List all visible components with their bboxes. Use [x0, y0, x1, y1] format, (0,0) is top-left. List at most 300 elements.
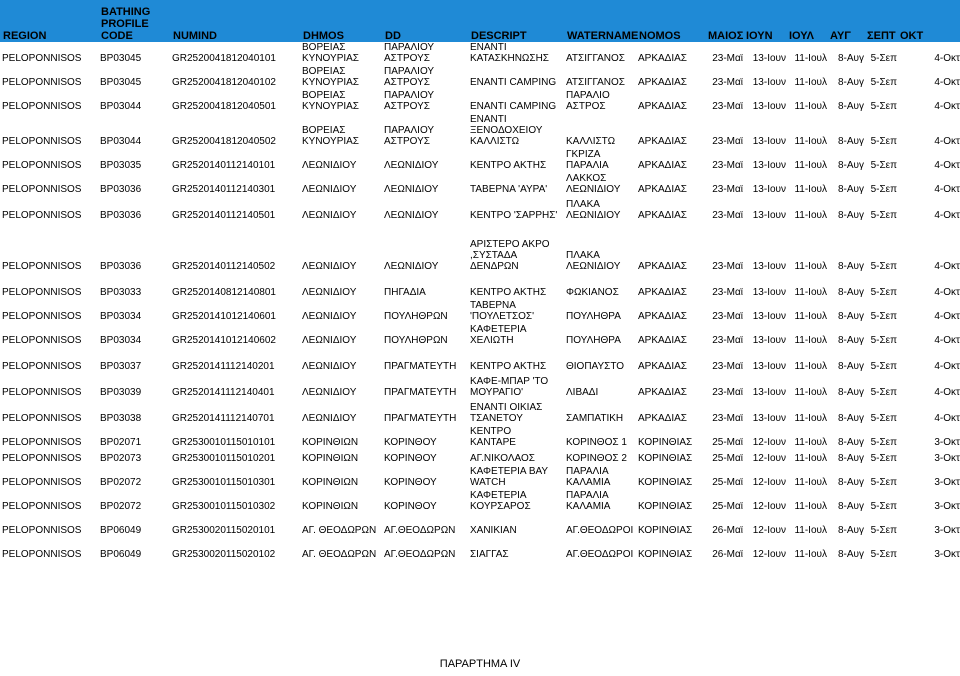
cell-jun: 13-Ιουν	[752, 136, 786, 147]
cell-descript: ΤΑΒΕΡΝΑ 'ΑΥΡΑ'	[470, 184, 548, 195]
cell-profile-code: BP03033	[100, 287, 142, 298]
cell-profile-code: BP03034	[100, 335, 142, 346]
cell-may: 23-Μαϊ	[712, 361, 743, 372]
cell-aug: 8-Αυγ	[837, 335, 864, 346]
cell-descript: ΑΓ.ΝΙΚΟΛΑΟΣ	[470, 453, 535, 464]
cell-dd: ΛΕΩΝΙΔΙΟΥ	[384, 160, 439, 171]
cell-descript: ΕΝΑΝΤΙ CAMPING	[470, 77, 557, 88]
cell-aug: 8-Αυγ	[837, 77, 864, 88]
cell-may: 26-Μαϊ	[712, 549, 743, 560]
cell-sep: 5-Σεπ	[870, 361, 897, 372]
cell-numind: GR2520041812040502	[172, 136, 276, 147]
cell-profile-code: BP03034	[100, 311, 142, 322]
cell-dhmos: ΒΟΡΕΙΑΣ ΚΥΝΟΥΡΙΑΣ	[302, 42, 359, 64]
col-header-watername: WATERNAME	[564, 0, 636, 42]
cell-nomos: ΑΡΚΑΔΙΑΣ	[638, 413, 687, 424]
cell-numind: GR2520041812040501	[172, 101, 276, 112]
page-footer: ΠΑΡΑΡΤΗΜΑ IV	[439, 658, 521, 670]
cell-dhmos: ΛΕΩΝΙΔΙΟΥ	[302, 184, 357, 195]
table-row	[0, 514, 960, 538]
cell-sep: 5-Σεπ	[870, 160, 897, 171]
cell-profile-code: BP03038	[100, 413, 142, 424]
cell-region: PELOPONNISOS	[2, 413, 82, 424]
cell-dhmos: ΚΟΡΙΝΘΙΩΝ	[302, 501, 359, 512]
cell-aug: 8-Αυγ	[837, 387, 864, 398]
cell-numind: GR2520041812040101	[172, 53, 276, 64]
cell-aug: 8-Αυγ	[837, 261, 864, 272]
cell-watername: ΚΟΡΙΝΘΟΣ 1	[566, 437, 627, 448]
cell-aug: 8-Αυγ	[837, 361, 864, 372]
cell-nomos: ΚΟΡΙΝΘΙΑΣ	[638, 525, 693, 536]
cell-aug: 8-Αυγ	[837, 453, 864, 464]
cell-sep: 5-Σεπ	[870, 501, 897, 512]
cell-nomos: ΑΡΚΑΔΙΑΣ	[638, 136, 687, 147]
cell-dd: ΛΕΩΝΙΔΙΟΥ	[384, 210, 439, 221]
cell-may: 25-Μαϊ	[712, 477, 743, 488]
col-header-oct: ΟΚΤ	[897, 0, 960, 42]
cell-oct: 3-Οκτ	[934, 453, 960, 464]
cell-sep: 5-Σεπ	[870, 287, 897, 298]
cell-jun: 12-Ιουν	[752, 525, 786, 536]
cell-sep: 5-Σεπ	[870, 210, 897, 221]
cell-numind: GR2530010115010302	[172, 501, 276, 512]
cell-jun: 13-Ιουν	[752, 261, 786, 272]
cell-oct: 3-Οκτ	[934, 549, 960, 560]
cell-region: PELOPONNISOS	[2, 101, 82, 112]
cell-jun: 13-Ιουν	[752, 101, 786, 112]
cell-dhmos: ΛΕΩΝΙΔΙΟΥ	[302, 361, 357, 372]
cell-jul: 11-Ιουλ	[794, 501, 827, 512]
cell-aug: 8-Αυγ	[837, 136, 864, 147]
cell-numind: GR2530020115020101	[172, 525, 276, 536]
cell-aug: 8-Αυγ	[837, 101, 864, 112]
cell-region: PELOPONNISOS	[2, 361, 82, 372]
cell-numind: GR2530010115010201	[172, 453, 276, 464]
cell-sep: 5-Σεπ	[870, 136, 897, 147]
cell-oct: 4-Οκτ	[934, 53, 960, 64]
cell-nomos: ΑΡΚΑΔΙΑΣ	[638, 77, 687, 88]
table-row	[0, 538, 960, 562]
cell-aug: 8-Αυγ	[837, 184, 864, 195]
cell-dd: ΚΟΡΙΝΘΟΥ	[384, 437, 437, 448]
cell-jul: 11-Ιουλ	[794, 477, 827, 488]
col-header-nomos: NOMOS	[636, 0, 705, 42]
cell-profile-code: BP03036	[100, 261, 142, 272]
cell-dhmos: ΑΓ. ΘΕΟΔΩΡΩΝ	[302, 525, 377, 536]
cell-watername: ΠΟΥΛΗΘΡΑ	[566, 335, 621, 346]
cell-dhmos: ΒΟΡΕΙΑΣ ΚΥΝΟΥΡΙΑΣ	[302, 125, 359, 147]
cell-nomos: ΚΟΡΙΝΘΙΑΣ	[638, 453, 693, 464]
col-header-profile-code: BATHING PROFILE CODE	[98, 0, 170, 42]
cell-profile-code: BP02072	[100, 501, 142, 512]
cell-jun: 13-Ιουν	[752, 210, 786, 221]
cell-dhmos: ΒΟΡΕΙΑΣ ΚΥΝΟΥΡΙΑΣ	[302, 90, 359, 112]
cell-profile-code: BP03045	[100, 77, 142, 88]
cell-jul: 11-Ιουλ	[794, 437, 827, 448]
cell-nomos: ΑΡΚΑΔΙΑΣ	[638, 184, 687, 195]
cell-profile-code: BP02071	[100, 437, 142, 448]
cell-may: 26-Μαϊ	[712, 525, 743, 536]
cell-numind: GR2530020115020102	[172, 549, 276, 560]
cell-dd: ΛΕΩΝΙΔΙΟΥ	[384, 184, 439, 195]
table-row	[0, 149, 960, 173]
cell-watername: ΑΓ.ΘΕΟΔΩΡΟΙ	[566, 549, 634, 560]
cell-watername: ΠΛΑΚΑ ΛΕΩΝΙΔΙΟΥ	[566, 199, 621, 221]
cell-nomos: ΑΡΚΑΔΙΑΣ	[638, 335, 687, 346]
cell-region: PELOPONNISOS	[2, 501, 82, 512]
cell-nomos: ΑΡΚΑΔΙΑΣ	[638, 261, 687, 272]
cell-region: PELOPONNISOS	[2, 184, 82, 195]
cell-jun: 13-Ιουν	[752, 311, 786, 322]
cell-oct: 3-Οκτ	[934, 525, 960, 536]
cell-dhmos: ΛΕΩΝΙΔΙΟΥ	[302, 413, 357, 424]
cell-region: PELOPONNISOS	[2, 287, 82, 298]
cell-sep: 5-Σεπ	[870, 413, 897, 424]
cell-jul: 11-Ιουλ	[794, 335, 827, 346]
cell-jul: 11-Ιουλ	[794, 311, 827, 322]
cell-nomos: ΚΟΡΙΝΘΙΑΣ	[638, 549, 693, 560]
table-row	[0, 374, 960, 400]
cell-profile-code: BP03036	[100, 210, 142, 221]
cell-descript: ΚΕΝΤΡΟ ΑΚΤΗΣ	[470, 160, 547, 171]
cell-jun: 13-Ιουν	[752, 361, 786, 372]
table-row	[0, 466, 960, 490]
cell-nomos: ΑΡΚΑΔΙΑΣ	[638, 210, 687, 221]
cell-watername: ΚΑΛΛΙΣΤΩ	[566, 136, 616, 147]
cell-nomos: ΑΡΚΑΔΙΑΣ	[638, 361, 687, 372]
cell-watername: ΚΟΡΙΝΘΟΣ 2	[566, 453, 627, 464]
cell-jul: 11-Ιουλ	[794, 361, 827, 372]
cell-watername: ΠΑΡΑΛΙΑ ΚΑΛΑΜΙΑ	[566, 466, 611, 488]
cell-descript: ΕΝΑΝΤΙ ΚΑΤΑΣΚΗΝΩΣΗΣ	[470, 42, 549, 64]
col-header-jul: ΙΟΥΛ	[786, 0, 827, 42]
cell-jul: 11-Ιουλ	[794, 549, 827, 560]
cell-dd: ΠΗΓΑΔΙΑ	[384, 287, 426, 298]
table-row	[0, 223, 960, 274]
cell-oct: 3-Οκτ	[934, 437, 960, 448]
col-header-jun: ΙΟΥΝ	[743, 0, 786, 42]
cell-numind: GR2520141012140602	[172, 335, 276, 346]
cell-dd: ΠΑΡΑΛΙΟΥ ΑΣΤΡΟΥΣ	[384, 125, 435, 147]
cell-aug: 8-Αυγ	[837, 160, 864, 171]
cell-sep: 5-Σεπ	[870, 53, 897, 64]
cell-jun: 13-Ιουν	[752, 287, 786, 298]
cell-sep: 5-Σεπ	[870, 261, 897, 272]
cell-oct: 4-Οκτ	[934, 210, 960, 221]
cell-descript: ΚΕΝΤΡΟ ΑΚΤΗΣ	[470, 361, 547, 372]
cell-jun: 12-Ιουν	[752, 549, 786, 560]
cell-aug: 8-Αυγ	[837, 549, 864, 560]
col-header-sep: ΣΕΠΤ	[864, 0, 897, 42]
cell-oct: 4-Οκτ	[934, 101, 960, 112]
cell-region: PELOPONNISOS	[2, 53, 82, 64]
cell-numind: GR2520140112140301	[172, 184, 276, 195]
cell-numind: GR2520141112140701	[172, 413, 275, 424]
cell-aug: 8-Αυγ	[837, 437, 864, 448]
cell-profile-code: BP02073	[100, 453, 142, 464]
cell-nomos: ΑΡΚΑΔΙΑΣ	[638, 101, 687, 112]
cell-dd: ΠΑΡΑΛΙΟΥ ΑΣΤΡΟΥΣ	[384, 90, 435, 112]
cell-jul: 11-Ιουλ	[794, 453, 827, 464]
table-row	[0, 324, 960, 348]
col-header-may: ΜΑΙΟΣ	[705, 0, 743, 42]
cell-dd: ΠΡΑΓΜΑΤΕΥΤΗ	[384, 361, 457, 372]
cell-dd: ΛΕΩΝΙΔΙΟΥ	[384, 261, 439, 272]
cell-numind: GR2520141112140201	[172, 361, 275, 372]
cell-aug: 8-Αυγ	[837, 501, 864, 512]
cell-region: PELOPONNISOS	[2, 549, 82, 560]
cell-profile-code: BP03044	[100, 101, 142, 112]
cell-dd: ΚΟΡΙΝΘΟΥ	[384, 453, 437, 464]
cell-dhmos: ΛΕΩΝΙΔΙΟΥ	[302, 387, 357, 398]
cell-oct: 3-Οκτ	[934, 477, 960, 488]
cell-nomos: ΑΡΚΑΔΙΑΣ	[638, 53, 687, 64]
cell-may: 23-Μαϊ	[712, 160, 743, 171]
cell-region: PELOPONNISOS	[2, 387, 82, 398]
cell-profile-code: BP03045	[100, 53, 142, 64]
cell-oct: 3-Οκτ	[934, 501, 960, 512]
cell-dd: ΠΟΥΛΗΘΡΩΝ	[384, 335, 448, 346]
cell-watername: ΛΙΒΑΔΙ	[566, 387, 599, 398]
cell-numind: GR2520140112140501	[172, 210, 276, 221]
cell-jun: 12-Ιουν	[752, 453, 786, 464]
cell-oct: 4-Οκτ	[934, 77, 960, 88]
cell-numind: GR2520140112140101	[172, 160, 276, 171]
table-row	[0, 66, 960, 90]
cell-dhmos: ΛΕΩΝΙΔΙΟΥ	[302, 261, 357, 272]
cell-watername: ΠΑΡΑΛΙΟ ΑΣΤΡΟΣ	[566, 90, 610, 112]
cell-watername: ΦΩΚΙΑΝΟΣ	[566, 287, 619, 298]
cell-jul: 11-Ιουλ	[794, 160, 827, 171]
cell-numind: GR2520141012140601	[172, 311, 276, 322]
cell-region: PELOPONNISOS	[2, 136, 82, 147]
table-row	[0, 300, 960, 324]
cell-numind: GR2530010115010101	[172, 437, 276, 448]
cell-may: 23-Μαϊ	[712, 261, 743, 272]
cell-jul: 11-Ιουλ	[794, 525, 827, 536]
cell-may: 23-Μαϊ	[712, 387, 743, 398]
cell-oct: 4-Οκτ	[934, 261, 960, 272]
cell-sep: 5-Σεπ	[870, 525, 897, 536]
cell-may: 23-Μαϊ	[712, 136, 743, 147]
table-row	[0, 274, 960, 300]
col-header-region: REGION	[0, 0, 98, 42]
cell-descript: ΚΑΦΕΤΕΡΙΑ BAY WATCH	[470, 466, 549, 488]
cell-profile-code: BP06049	[100, 549, 142, 560]
cell-sep: 5-Σεπ	[870, 184, 897, 195]
cell-may: 23-Μαϊ	[712, 101, 743, 112]
cell-may: 25-Μαϊ	[712, 437, 743, 448]
cell-oct: 4-Οκτ	[934, 387, 960, 398]
cell-dd: ΠΟΥΛΗΘΡΩΝ	[384, 311, 448, 322]
table-row	[0, 114, 960, 149]
cell-may: 23-Μαϊ	[712, 184, 743, 195]
cell-aug: 8-Αυγ	[837, 53, 864, 64]
cell-may: 25-Μαϊ	[712, 501, 743, 512]
cell-region: PELOPONNISOS	[2, 335, 82, 346]
cell-descript: ΚΑΦΕΤΕΡΙΑ ΧΕΛΙΩΤΗ	[470, 324, 527, 346]
cell-profile-code: BP03035	[100, 160, 142, 171]
cell-descript: ΤΑΒΕΡΝΑ 'ΠΟΥΛΕΤΣΟΣ'	[470, 300, 535, 322]
cell-nomos: ΑΡΚΑΔΙΑΣ	[638, 311, 687, 322]
cell-region: PELOPONNISOS	[2, 525, 82, 536]
cell-descript: ΑΡΙΣΤΕΡΟ ΑΚΡΟ ,ΣΥΣΤΑΔΑ ΔΕΝΔΡΩΝ	[470, 239, 550, 272]
cell-region: PELOPONNISOS	[2, 437, 82, 448]
table-row	[0, 426, 960, 450]
cell-dd: ΠΑΡΑΛΙΟΥ ΑΣΤΡΟΥΣ	[384, 66, 435, 88]
cell-aug: 8-Αυγ	[837, 287, 864, 298]
cell-region: PELOPONNISOS	[2, 477, 82, 488]
cell-dhmos: ΚΟΡΙΝΘΙΩΝ	[302, 437, 359, 448]
cell-may: 23-Μαϊ	[712, 335, 743, 346]
cell-profile-code: BP03037	[100, 361, 142, 372]
cell-jul: 11-Ιουλ	[794, 136, 827, 147]
cell-jul: 11-Ιουλ	[794, 287, 827, 298]
cell-descript: ΚΑΦΕ-ΜΠΑΡ 'ΤΟ ΜΟΥΡΑΓΙΟ'	[470, 376, 549, 398]
cell-numind: GR2520140112140502	[172, 261, 276, 272]
cell-may: 23-Μαϊ	[712, 210, 743, 221]
cell-watername: ΠΑΡΑΛΙΑ ΚΑΛΑΜΙΑ	[566, 490, 611, 512]
cell-dhmos: ΚΟΡΙΝΘΙΩΝ	[302, 477, 359, 488]
cell-descript: ΕΝΑΝΤΙ ΟΙΚΙΑΣ ΤΣΑΝΕΤΟΥ	[470, 402, 543, 424]
col-header-dd: DD	[382, 0, 468, 42]
cell-nomos: ΑΡΚΑΔΙΑΣ	[638, 160, 687, 171]
cell-may: 23-Μαϊ	[712, 77, 743, 88]
table-row	[0, 490, 960, 514]
cell-sep: 5-Σεπ	[870, 437, 897, 448]
cell-dd: ΠΡΑΓΜΑΤΕΥΤΗ	[384, 387, 457, 398]
cell-sep: 5-Σεπ	[870, 387, 897, 398]
cell-profile-code: BP03036	[100, 184, 142, 195]
table-row	[0, 173, 960, 197]
cell-dhmos: ΛΕΩΝΙΔΙΟΥ	[302, 311, 357, 322]
cell-dd: ΠΑΡΑΛΙΟΥ ΑΣΤΡΟΥΣ	[384, 42, 435, 64]
cell-jul: 11-Ιουλ	[794, 53, 827, 64]
cell-jun: 13-Ιουν	[752, 335, 786, 346]
cell-region: PELOPONNISOS	[2, 453, 82, 464]
cell-oct: 4-Οκτ	[934, 335, 960, 346]
cell-watername: ΠΛΑΚΑ ΛΕΩΝΙΔΙΟΥ	[566, 250, 621, 272]
cell-nomos: ΚΟΡΙΝΘΙΑΣ	[638, 477, 693, 488]
cell-descript: ΕΝΑΝΤΙ ΞΕΝΟΔΟΧΕΙΟΥ ΚΑΛΛΙΣΤΩ	[470, 114, 543, 147]
cell-aug: 8-Αυγ	[837, 311, 864, 322]
cell-profile-code: BP06049	[100, 525, 142, 536]
cell-may: 25-Μαϊ	[712, 453, 743, 464]
cell-descript: ΚΕΝΤΡΟ ΑΚΤΗΣ	[470, 287, 547, 298]
cell-nomos: ΚΟΡΙΝΘΙΑΣ	[638, 501, 693, 512]
cell-may: 23-Μαϊ	[712, 311, 743, 322]
cell-jun: 13-Ιουν	[752, 160, 786, 171]
cell-oct: 4-Οκτ	[934, 413, 960, 424]
cell-aug: 8-Αυγ	[837, 477, 864, 488]
cell-numind: GR2520140812140801	[172, 287, 276, 298]
cell-jun: 12-Ιουν	[752, 477, 786, 488]
cell-numind: GR2520141112140401	[172, 387, 275, 398]
cell-jul: 11-Ιουλ	[794, 77, 827, 88]
cell-oct: 4-Οκτ	[934, 184, 960, 195]
cell-descript: ΣΙΑΓΓΑΣ	[470, 549, 509, 560]
cell-jul: 11-Ιουλ	[794, 101, 827, 112]
cell-dd: ΚΟΡΙΝΘΟΥ	[384, 477, 437, 488]
cell-jul: 11-Ιουλ	[794, 387, 827, 398]
cell-may: 23-Μαϊ	[712, 287, 743, 298]
cell-descript: ΕΝΑΝΤΙ CAMPING	[470, 101, 557, 112]
cell-dd: ΑΓ.ΘΕΟΔΩΡΩΝ	[384, 525, 456, 536]
cell-dd: ΑΓ.ΘΕΟΔΩΡΩΝ	[384, 549, 456, 560]
cell-oct: 4-Οκτ	[934, 160, 960, 171]
cell-descript: ΚΕΝΤΡΟ ΚΑΝΤΑΡΕ	[470, 426, 516, 448]
cell-watername: ΓΚΡΙΖΑ ΠΑΡΑΛΙΑ	[566, 149, 609, 171]
cell-dhmos: ΒΟΡΕΙΑΣ ΚΥΝΟΥΡΙΑΣ	[302, 66, 359, 88]
header-row	[0, 0, 960, 42]
cell-jun: 13-Ιουν	[752, 53, 786, 64]
cell-may: 23-Μαϊ	[712, 53, 743, 64]
cell-sep: 5-Σεπ	[870, 549, 897, 560]
cell-jun: 12-Ιουν	[752, 501, 786, 512]
cell-region: PELOPONNISOS	[2, 77, 82, 88]
cell-dhmos: ΑΓ. ΘΕΟΔΩΡΩΝ	[302, 549, 377, 560]
cell-dhmos: ΛΕΩΝΙΔΙΟΥ	[302, 335, 357, 346]
cell-dhmos: ΛΕΩΝΙΔΙΟΥ	[302, 210, 357, 221]
cell-oct: 4-Οκτ	[934, 136, 960, 147]
table-row	[0, 348, 960, 374]
cell-jun: 13-Ιουν	[752, 77, 786, 88]
cell-jun: 13-Ιουν	[752, 387, 786, 398]
col-header-dhmos: DHMOS	[300, 0, 382, 42]
cell-sep: 5-Σεπ	[870, 335, 897, 346]
cell-nomos: ΑΡΚΑΔΙΑΣ	[638, 287, 687, 298]
cell-dhmos: ΚΟΡΙΝΘΙΩΝ	[302, 453, 359, 464]
cell-nomos: ΚΟΡΙΝΘΙΑΣ	[638, 437, 693, 448]
cell-aug: 8-Αυγ	[837, 525, 864, 536]
cell-jul: 11-Ιουλ	[794, 210, 827, 221]
cell-sep: 5-Σεπ	[870, 77, 897, 88]
cell-dd: ΚΟΡΙΝΘΟΥ	[384, 501, 437, 512]
cell-watername: ΘΙΟΠΑΥΣΤΟ	[566, 361, 625, 372]
cell-sep: 5-Σεπ	[870, 453, 897, 464]
table-row	[0, 42, 960, 66]
cell-jul: 11-Ιουλ	[794, 261, 827, 272]
cell-profile-code: BP02072	[100, 477, 142, 488]
cell-jun: 13-Ιουν	[752, 413, 786, 424]
col-header-numind: NUMIND	[170, 0, 300, 42]
cell-watername: ΑΤΣΙΓΓΑΝΟΣ	[566, 53, 625, 64]
cell-dhmos: ΛΕΩΝΙΔΙΟΥ	[302, 287, 357, 298]
cell-descript: ΧΑΝΙΚΙΑΝ	[470, 525, 517, 536]
cell-jul: 11-Ιουλ	[794, 413, 827, 424]
cell-region: PELOPONNISOS	[2, 210, 82, 221]
table-row	[0, 450, 960, 466]
cell-aug: 8-Αυγ	[837, 210, 864, 221]
cell-jun: 12-Ιουν	[752, 437, 786, 448]
cell-region: PELOPONNISOS	[2, 160, 82, 171]
cell-watername: ΑΓ.ΘΕΟΔΩΡΟΙ	[566, 525, 634, 536]
cell-oct: 4-Οκτ	[934, 287, 960, 298]
cell-sep: 5-Σεπ	[870, 311, 897, 322]
cell-dd: ΠΡΑΓΜΑΤΕΥΤΗ	[384, 413, 457, 424]
cell-sep: 5-Σεπ	[870, 477, 897, 488]
cell-region: PELOPONNISOS	[2, 261, 82, 272]
cell-numind: GR2520041812040102	[172, 77, 276, 88]
cell-watername: ΛΑΚΚΟΣ ΛΕΩΝΙΔΙΟΥ	[566, 173, 621, 195]
table-row	[0, 197, 960, 223]
cell-jul: 11-Ιουλ	[794, 184, 827, 195]
cell-numind: GR2530010115010301	[172, 477, 276, 488]
cell-dhmos: ΛΕΩΝΙΔΙΟΥ	[302, 160, 357, 171]
cell-profile-code: BP03039	[100, 387, 142, 398]
cell-watername: ΣΑΜΠΑΤΙΚΗ	[566, 413, 624, 424]
cell-watername: ΠΟΥΛΗΘΡΑ	[566, 311, 621, 322]
